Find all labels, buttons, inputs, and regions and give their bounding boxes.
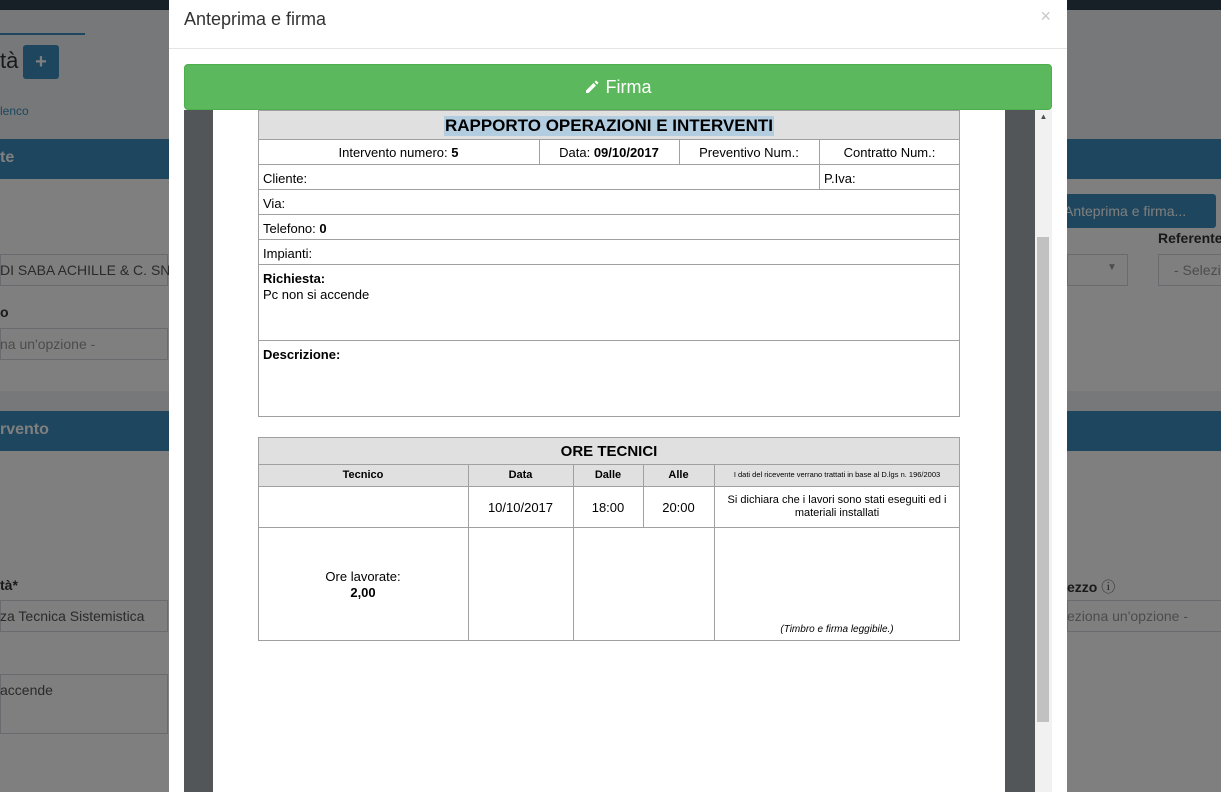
modal-title: Anteprima e firma — [184, 9, 327, 29]
firma-button[interactable] — [184, 64, 1052, 110]
pdf-scrollbar[interactable] — [1019, 110, 1052, 792]
firma-button-label: Firma — [605, 77, 652, 97]
impianti-row — [258, 239, 960, 265]
descrizione-label: Descrizione: — [263, 347, 341, 362]
richiesta-label: Richiesta: — [263, 271, 326, 286]
telefono-label: Telefono: — [263, 221, 316, 236]
richiesta-value: Pc non si accende — [263, 287, 370, 302]
date-value: 09/10/2017 — [593, 145, 659, 160]
telefono-value: 0 — [319, 221, 327, 236]
telefono-row — [258, 214, 960, 240]
dichiarazione: Si dichiara che i lavori sono stati eseguiti ed i materiali installati — [727, 494, 947, 519]
scrollbar-thumb[interactable] — [1037, 237, 1049, 722]
intervento-label: Intervento numero: — [338, 145, 448, 160]
scrollbar-track[interactable] — [1035, 110, 1052, 792]
intervento-number — [258, 145, 539, 160]
modal-header — [169, 0, 1067, 49]
pdf-page — [213, 110, 1005, 792]
col-tecnico: Tecnico — [342, 469, 384, 481]
report-title: RAPPORTO OPERAZIONI E INTERVENTI — [444, 116, 774, 135]
close-icon[interactable]: × — [1040, 6, 1051, 26]
report-title-bar — [258, 110, 960, 140]
preview-sign-modal — [169, 0, 1067, 792]
intervento-value: 5 — [451, 145, 459, 160]
row-dalle: 18:00 — [591, 500, 625, 515]
via-row — [258, 189, 960, 215]
ore-lavorate-label: Ore lavorate: — [325, 569, 401, 584]
col-dalle: Dalle — [594, 469, 622, 481]
via-label: Via: — [263, 196, 286, 211]
privacy-note: I dati del ricevente verrano trattati in base al D.lgs n. 196/2003 — [733, 470, 941, 479]
date-label: Data: — [559, 145, 591, 160]
richiesta-row — [258, 264, 960, 341]
descrizione-row — [258, 340, 960, 417]
cliente-label: Cliente: — [263, 171, 308, 186]
row-alle: 20:00 — [662, 500, 695, 515]
pdf-viewer[interactable] — [184, 110, 1052, 792]
telefono — [263, 221, 327, 236]
report-date — [539, 145, 679, 160]
ore-tecnici-table — [258, 437, 960, 641]
row-data: 10/10/2017 — [487, 500, 554, 515]
preventivo-label: Preventivo Num.: — [699, 145, 799, 160]
ore-title: ORE TECNICI — [560, 443, 658, 460]
impianti-label: Impianti: — [263, 246, 313, 261]
timbro-label: (Timbro e firma leggibile.) — [780, 624, 894, 635]
pencil-icon — [584, 77, 605, 97]
scroll-up-arrow-icon[interactable]: ▲ — [1039, 112, 1048, 121]
report-header-block — [258, 110, 960, 417]
col-alle: Alle — [668, 469, 689, 481]
col-data: Data — [508, 469, 533, 481]
piva-label: P.Iva: — [824, 171, 856, 186]
ore-lavorate-value: 2,00 — [350, 585, 376, 600]
contratto-label: Contratto Num.: — [843, 145, 936, 160]
